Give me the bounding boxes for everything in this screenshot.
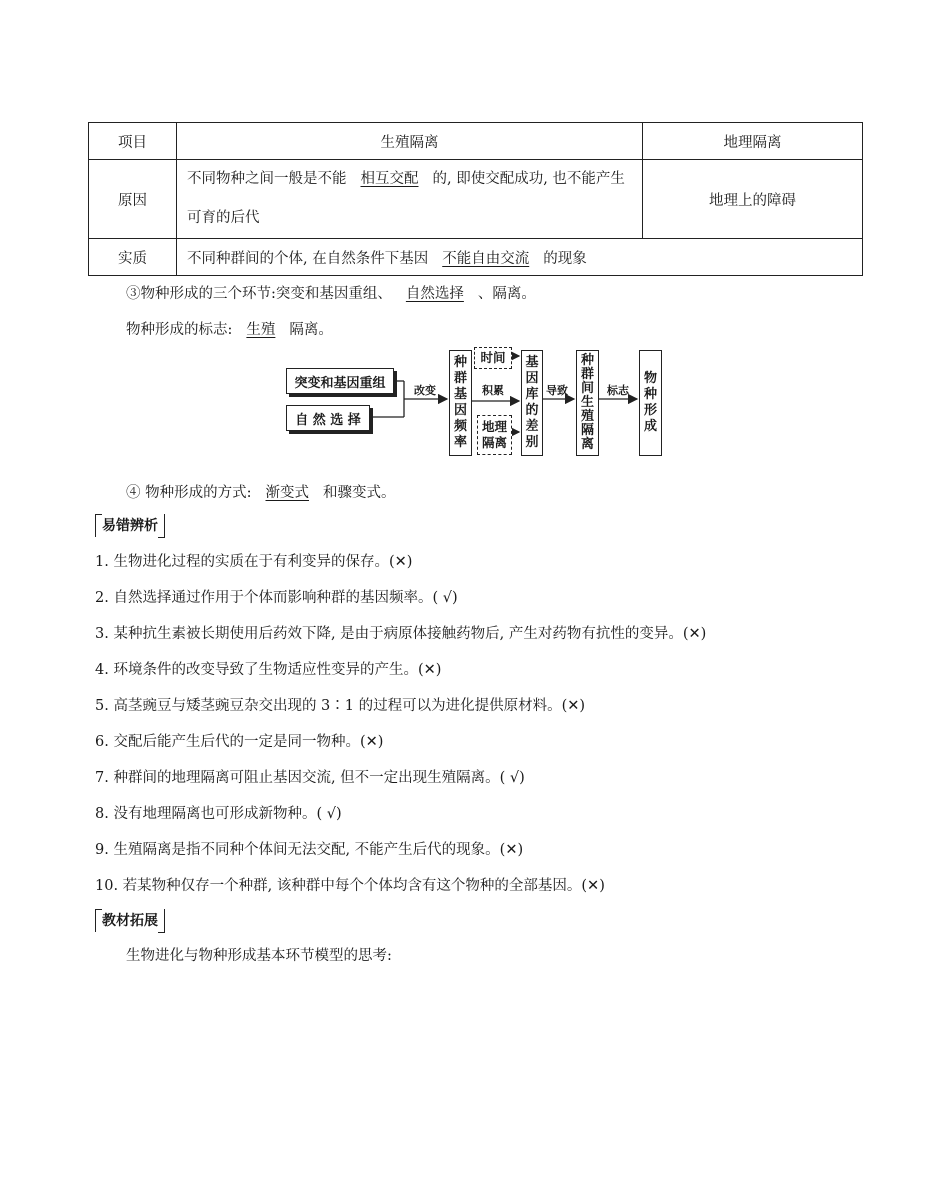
label-accumulate: 积累 [482,384,504,397]
box-natural-selection: 自 然 选 择 [286,405,370,431]
error-item: 10. 若某物种仅存一个种群, 该种群中每个个体均含有这个物种的全部基因。(✕) [95,878,605,894]
sign-post: 隔离。 [289,322,333,338]
ways-post: 和骤变式。 [323,485,396,501]
box-gene-pool-difference [521,350,543,456]
sign-blank: 生殖 [246,322,276,338]
essence-text-post: 的现象 [543,250,587,267]
essence-text-pre: 不同种群间的个体, 在自然条件下基因 [187,250,429,267]
repro-char: 殖 [580,409,594,424]
section-tag-textbook-extension: 教材拓展 [95,909,165,932]
error-item: 7. 种群间的地理隔离可阻止基因交流, 但不一定出现生殖隔离。( √) [95,770,525,786]
error-item: 8. 没有地理隔离也可形成新物种。( √) [95,806,342,822]
box-species-formation [639,350,662,456]
repro-char: 群 [580,367,594,382]
ways-blank: 渐变式 [265,485,309,501]
freq-char: 频 [453,419,467,434]
sign-pre: 物种形成的标志: [126,322,233,338]
cause-geographic-cell: 地理上的障碍 [643,160,863,239]
essence-blank-answer: 不能自由交流 [442,250,530,267]
error-item: 4. 环境条件的改变导致了生物适应性变异的产生。(✕) [95,662,442,678]
freq-char: 基 [453,387,467,402]
diagram-arrows [0,0,950,470]
repro-char: 种 [580,353,594,368]
pool-char: 差 [525,419,539,434]
repro-char: 离 [580,437,594,452]
cause-text-post: 的, 即使交配成功, 也不能产生可育的后代 [187,171,625,226]
species-char: 种 [643,387,657,402]
section-tag-errors: 易错辨析 [95,514,165,537]
error-item: 6. 交配后能产生后代的一定是同一物种。(✕) [95,734,384,750]
error-item: 5. 高茎豌豆与矮茎豌豆杂交出现的 3∶1 的过程可以为进化提供原材料。(✕) [95,698,586,714]
geo-line-2: 隔离 [481,435,507,450]
repro-char: 间 [580,381,594,396]
box-time: 时间 [474,347,512,369]
freq-char: 因 [453,403,467,418]
species-char: 物 [643,371,657,386]
ways-pre: ④ 物种形成的方式: [126,485,252,501]
pool-char: 库 [525,387,539,402]
repro-char: 生 [580,395,594,410]
box-gene-frequency [449,350,472,456]
box-geographic-isolation [477,415,512,455]
box-mutation-recombination: 突变和基因重组 [286,368,394,394]
row-label-essence: 实质 [89,239,177,276]
pool-char: 因 [525,371,539,386]
repro-char: 隔 [580,423,594,438]
header-reproductive-isolation: 生殖隔离 [177,123,643,160]
freq-char: 群 [453,371,467,386]
geo-line-1: 地理 [481,419,507,434]
label-lead-to: 导致 [546,384,568,397]
three-steps-post: 、隔离。 [477,286,536,302]
pool-char: 别 [525,435,539,450]
pool-char: 基 [525,355,539,370]
species-char: 形 [643,403,657,418]
header-item: 项目 [89,123,177,160]
three-steps-pre: ③物种形成的三个环节:突变和基因重组、 [126,286,392,302]
box-reproductive-isolation [576,350,599,456]
three-steps-blank: 自然选择 [405,286,464,302]
error-item: 1. 生物进化过程的实质在于有利变异的保存。(✕) [95,554,413,570]
cause-blank-answer: 相互交配 [360,171,419,187]
error-item: 9. 生殖隔离是指不同种个体间无法交配, 不能产生后代的现象。(✕) [95,842,524,858]
label-change: 改变 [414,384,436,397]
label-sign: 标志 [607,384,629,397]
error-item: 2. 自然选择通过作用于个体而影响种群的基因频率。( √) [95,590,458,606]
freq-char: 种 [453,355,467,370]
cause-text-pre: 不同物种之间一般是不能 [187,171,347,187]
species-char: 成 [643,419,657,434]
error-item: 3. 某种抗生素被长期使用后药效下降, 是由于病原体接触药物后, 产生对药物有抗性的变异。(✕) [95,626,707,642]
freq-char: 率 [453,435,467,450]
speciation-ways-line [126,481,396,502]
extension-text: 生物进化与物种形成基本环节模型的思考: [126,948,392,964]
pool-char: 的 [525,403,539,418]
row-label-cause: 原因 [89,160,177,239]
header-geographic-isolation: 地理隔离 [643,123,863,160]
